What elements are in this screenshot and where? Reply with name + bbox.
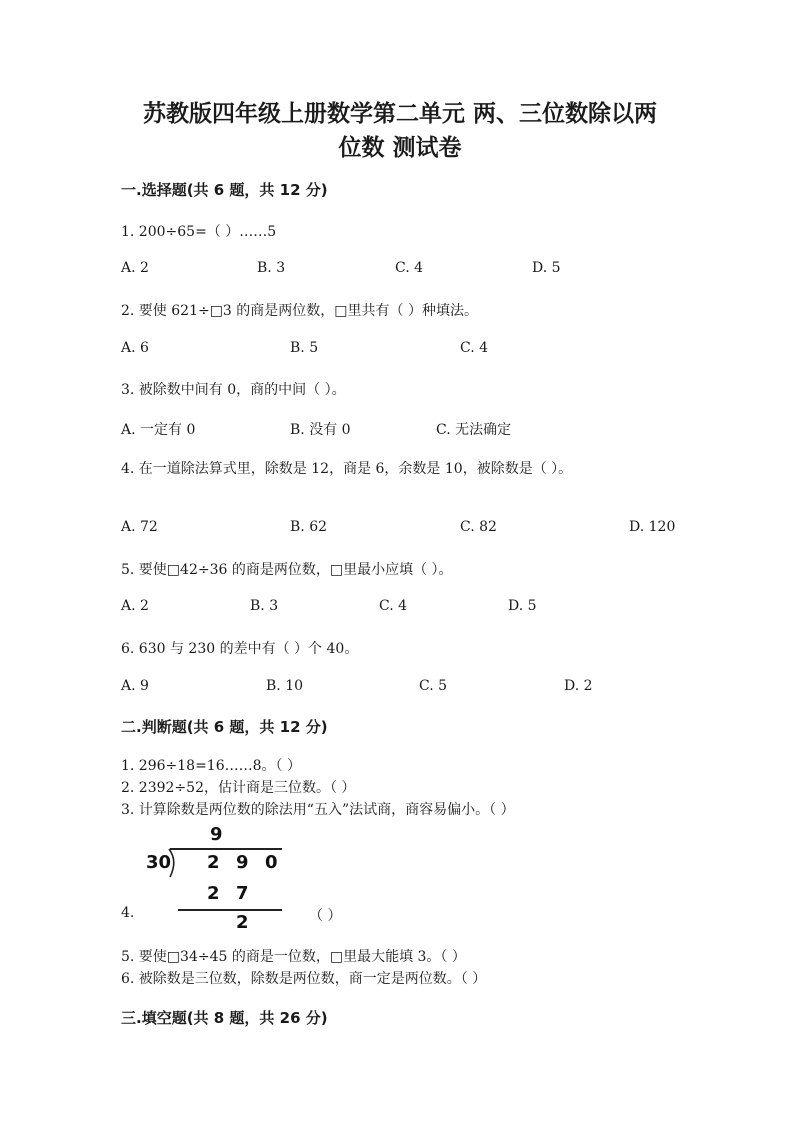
judge-question-2: 2. 2392÷52，估计商是三位数。（ ） [121, 780, 356, 796]
choice-5-option-a: A. 2 [121, 598, 149, 614]
choice-question-5: 5. 要使□42÷36 的商是两位数，□里最小应填（ ）。 [121, 562, 453, 578]
division-top-bar [170, 848, 282, 850]
judge-question-1: 1. 296÷18=16……8。（ ） [121, 758, 301, 774]
choice-question-6: 6. 630 与 230 的差中有（ ）个 40。 [121, 641, 359, 657]
choice-6-option-c: C. 5 [419, 678, 448, 694]
division-product-digit: 2 [207, 883, 220, 904]
page-title-line-2: 位数 测试卷 [338, 135, 462, 161]
section-heading-judge: 二.判断题(共 6 题，共 12 分) [121, 718, 328, 736]
judge-question-3: 3. 计算除数是两位数的除法用“五入”法试商，商容易偏小。（ ） [121, 802, 515, 818]
choice-4-option-d: D. 120 [629, 519, 676, 535]
judge-question-4-blank: （ ） [309, 908, 342, 924]
choice-5-option-b: B. 3 [250, 598, 279, 614]
choice-question-1: 1. 200÷65=（ ）……5 [121, 224, 277, 240]
choice-4-option-c: C. 82 [460, 519, 497, 535]
choice-3-option-b: B. 没有 0 [290, 422, 351, 438]
division-dividend-digit: 2 [207, 852, 220, 873]
choice-2-option-c: C. 4 [460, 340, 489, 356]
division-product-digit: 7 [236, 883, 249, 904]
choice-1-option-a: A. 2 [121, 260, 149, 276]
division-subtract-bar [178, 909, 282, 911]
page-title-line-1: 苏教版四年级上册数学第二单元 两、三位数除以两 [142, 101, 657, 127]
choice-1-option-d: D. 5 [532, 260, 561, 276]
division-dividend-digit: 0 [265, 852, 278, 873]
choice-1-option-b: B. 3 [257, 260, 286, 276]
section-heading-choice: 一.选择题(共 6 题，共 12 分) [121, 181, 328, 199]
division-bracket [166, 847, 180, 879]
choice-3-option-a: A. 一定有 0 [121, 422, 196, 438]
choice-5-option-c: C. 4 [379, 598, 408, 614]
judge-question-5: 5. 要使□34÷45 的商是一位数，□里最大能填 3。（ ） [121, 949, 466, 965]
choice-4-option-a: A. 72 [121, 519, 158, 535]
division-dividend-digit: 9 [236, 852, 249, 873]
choice-1-option-c: C. 4 [395, 260, 424, 276]
choice-2-option-b: B. 5 [290, 340, 319, 356]
judge-question-6: 6. 被除数是三位数，除数是两位数，商一定是两位数。（ ） [121, 971, 487, 987]
choice-question-3: 3. 被除数中间有 0，商的中间（ ）。 [121, 382, 346, 398]
choice-6-option-d: D. 2 [564, 678, 593, 694]
choice-question-2: 2. 要使 621÷□3 的商是两位数，□里共有（ ）种填法。 [121, 303, 478, 319]
judge-question-4-label: 4. [121, 905, 135, 921]
choice-3-option-c: C. 无法确定 [436, 422, 512, 438]
choice-5-option-d: D. 5 [508, 598, 537, 614]
choice-4-option-b: B. 62 [290, 519, 328, 535]
choice-6-option-a: A. 9 [121, 678, 149, 694]
division-quotient: 9 [210, 824, 223, 845]
choice-6-option-b: B. 10 [266, 678, 304, 694]
choice-2-option-a: A. 6 [121, 340, 149, 356]
division-remainder: 2 [236, 912, 249, 933]
division-divisor: 30 [146, 852, 172, 873]
section-heading-fill: 三.填空题(共 8 题，共 26 分) [121, 1009, 328, 1027]
choice-question-4: 4. 在一道除法算式里，除数是 12，商是 6，余数是 10，被除数是（ ）。 [121, 461, 573, 477]
